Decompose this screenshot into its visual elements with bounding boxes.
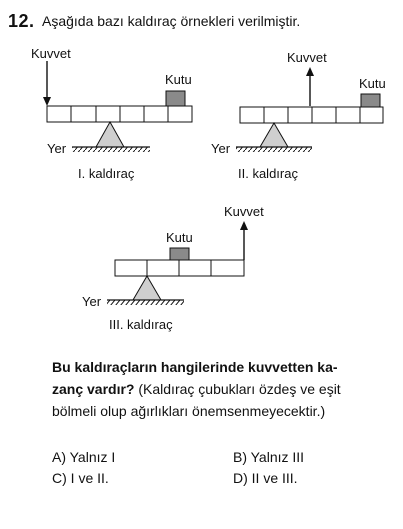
- lever-3-ground-label: Yer: [82, 294, 102, 309]
- stem-line-2-rest: (Kaldıraç çubukları özdeş ve eşit: [134, 381, 341, 397]
- lever-2-fulcrum: [260, 123, 288, 147]
- lever-1-fulcrum: [96, 122, 124, 147]
- lever-1-bar: [47, 106, 192, 122]
- question-intro: Aşağıda bazı kaldıraç örnekleri verilmiştir.: [42, 13, 301, 29]
- lever-3-bar: [115, 260, 244, 276]
- stem-line-3: bölmeli olup ağırlıkları önemsenmeyecektir.): [52, 403, 326, 419]
- question-stem: [52, 356, 400, 422]
- lever-2-force-arrow-up-icon: [306, 67, 314, 106]
- lever-1-ground: [72, 147, 150, 152]
- lever-2-ground: [236, 147, 312, 152]
- lever-3-force-arrow-up-icon: [240, 221, 248, 260]
- lever-3-box-label: Kutu: [166, 230, 193, 245]
- lever-2-caption: II. kaldıraç: [238, 166, 298, 181]
- lever-1-caption: I. kaldıraç: [78, 166, 135, 181]
- lever-1-force-arrow-down-icon: [43, 61, 51, 106]
- option-b[interactable]: B) Yalnız III: [233, 449, 305, 465]
- question-number: 12.: [8, 11, 35, 31]
- option-a[interactable]: A) Yalnız I: [52, 449, 116, 465]
- lever-1-box-label: Kutu: [165, 72, 192, 87]
- lever-1-ground-label: Yer: [47, 141, 67, 156]
- lever-2-ground-label: Yer: [211, 141, 231, 156]
- stem-bold-line-2: zanç vardır?: [52, 381, 135, 397]
- option-d[interactable]: D) II ve III.: [233, 470, 298, 486]
- stem-bold-line-1: Bu kaldıraçların hangilerinde kuvvetten ka-: [52, 359, 338, 375]
- lever-2: [211, 50, 386, 181]
- lever-3-box: [170, 248, 189, 260]
- lever-3-force-label: Kuvvet: [224, 204, 264, 219]
- lever-2-bar: [240, 107, 383, 123]
- lever-3: [82, 204, 264, 332]
- lever-2-box: [361, 94, 380, 107]
- lever-1-box: [166, 91, 185, 106]
- lever-1-force-label: Kuvvet: [31, 46, 71, 61]
- lever-1: [31, 46, 192, 181]
- lever-2-box-label: Kutu: [359, 76, 386, 91]
- lever-3-caption: III. kaldıraç: [109, 317, 173, 332]
- lever-3-fulcrum: [133, 276, 161, 300]
- lever-2-force-label: Kuvvet: [287, 50, 327, 65]
- option-c[interactable]: C) I ve II.: [52, 470, 109, 486]
- lever-3-ground: [107, 300, 184, 305]
